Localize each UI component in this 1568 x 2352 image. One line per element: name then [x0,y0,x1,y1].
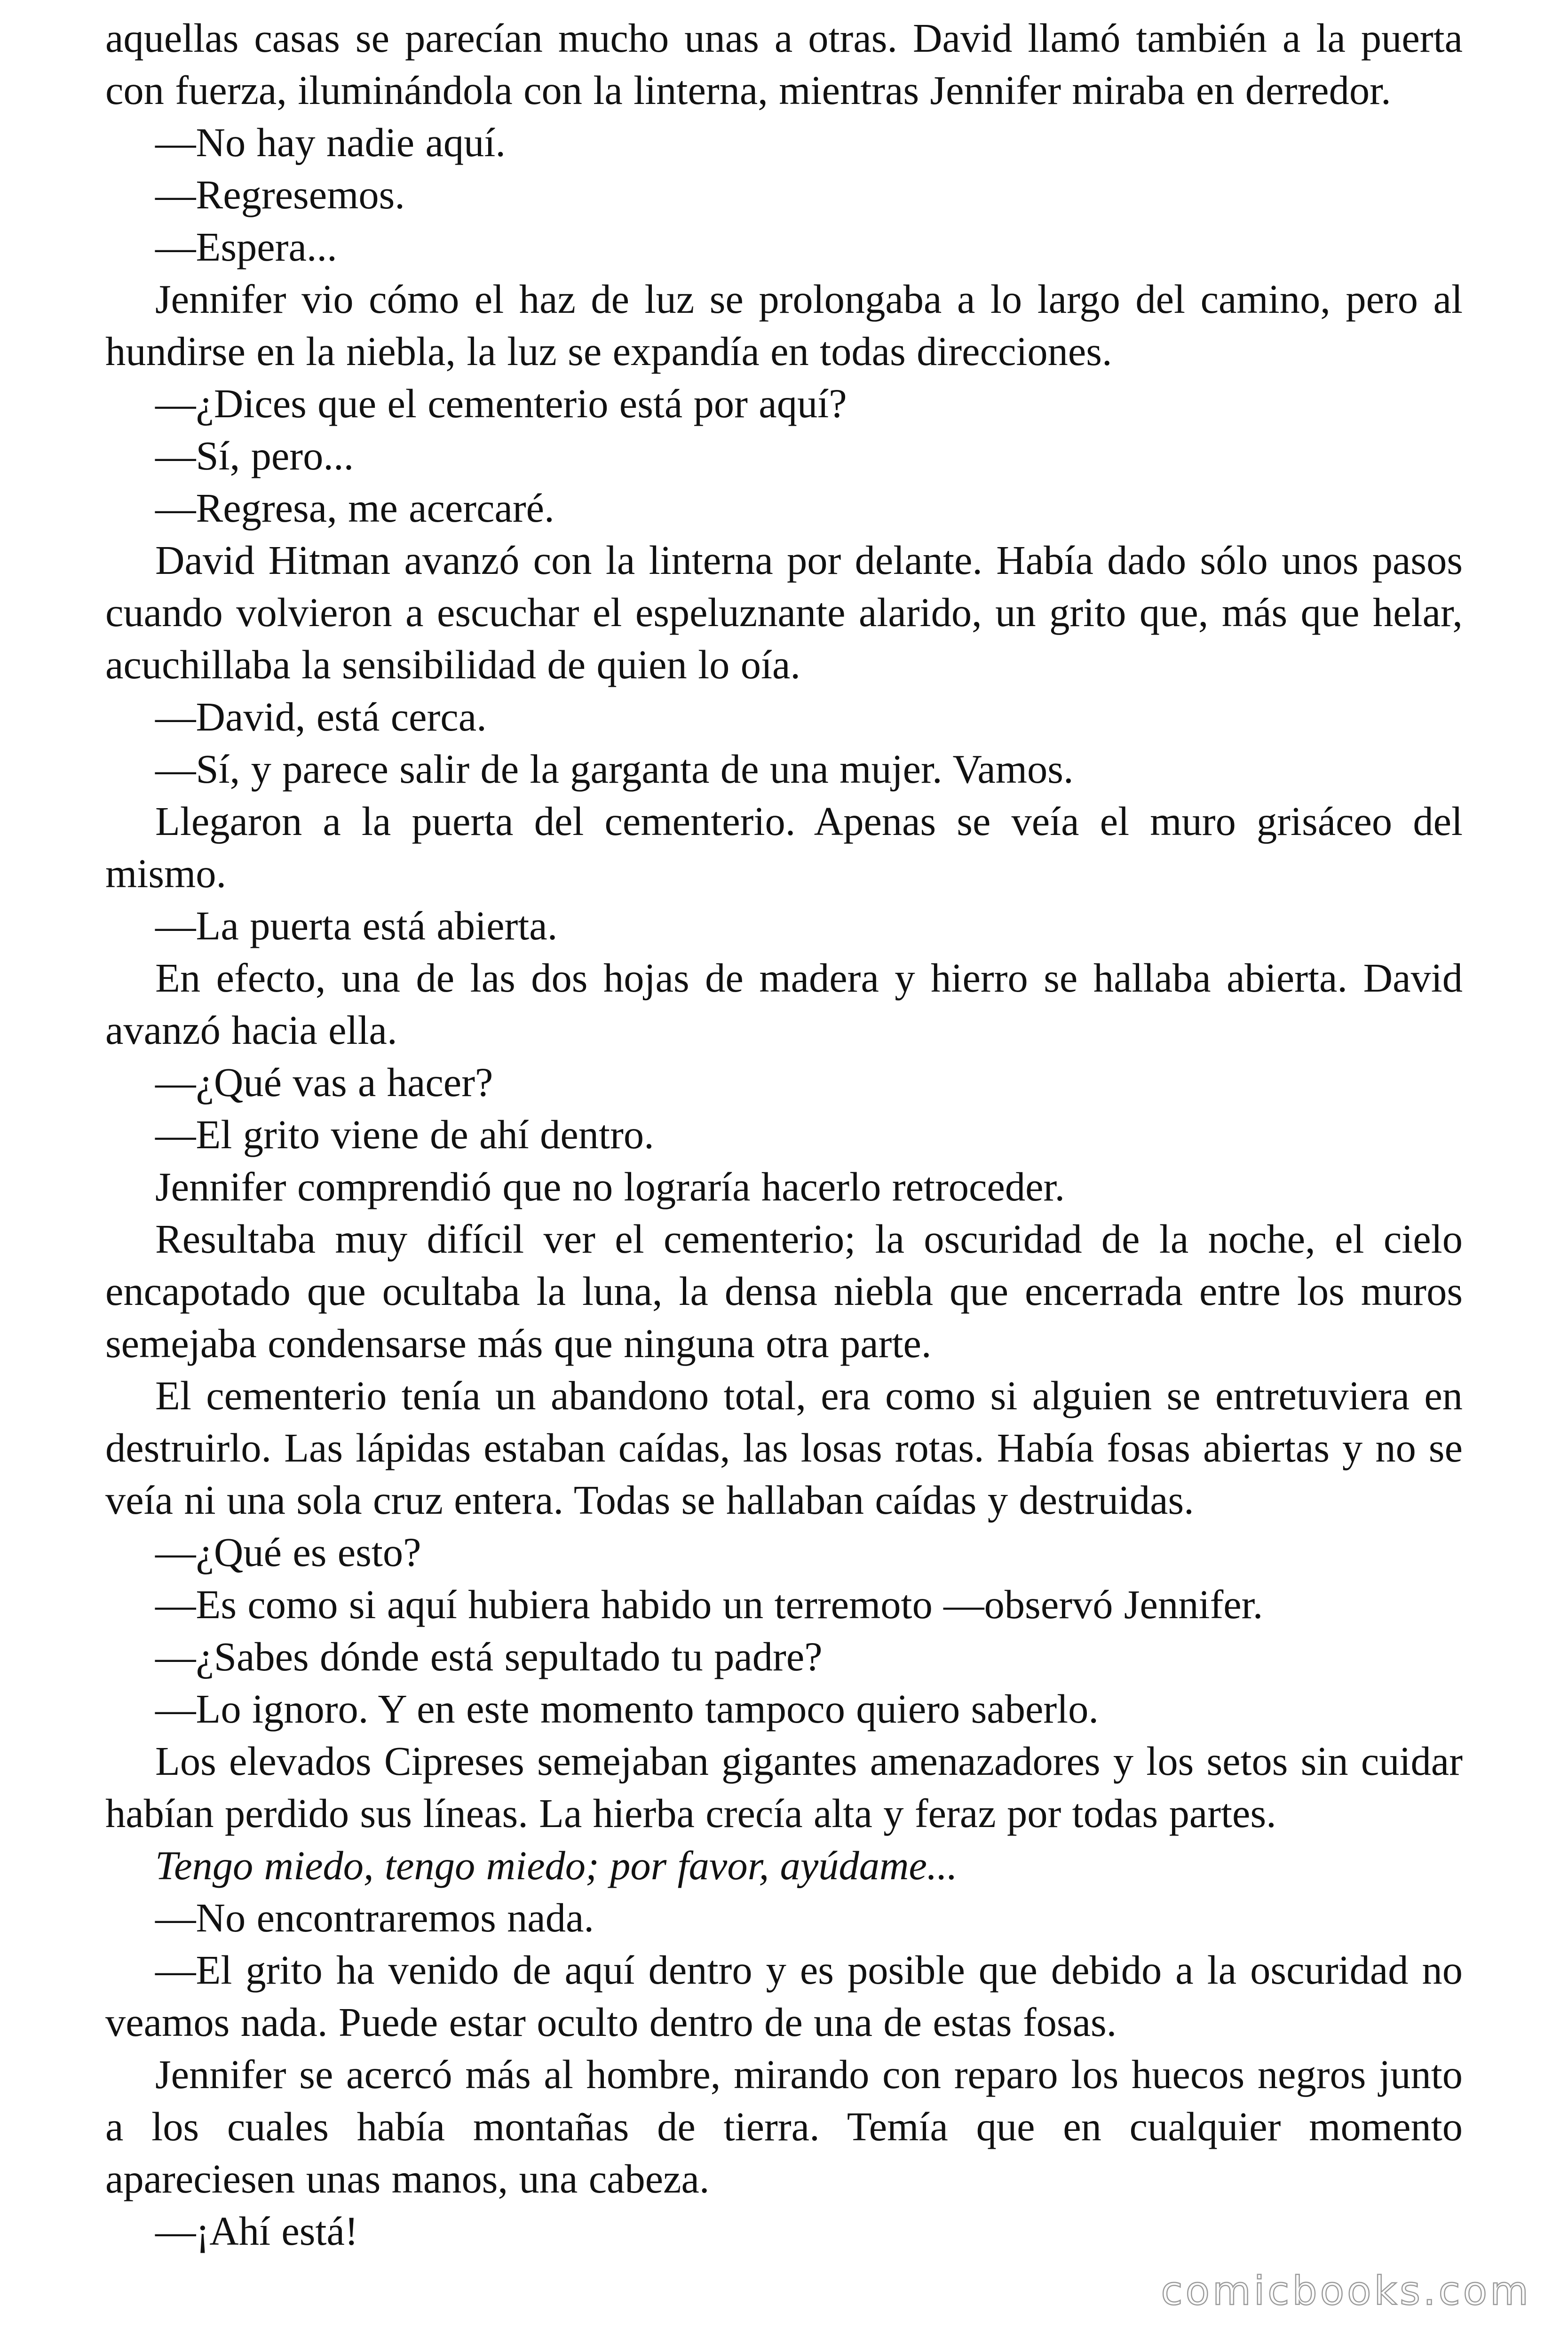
paragraph: —¡Ahí está! [155,2209,358,2254]
paragraph: —Lo ignoro. Y en este momento tampoco quiero saberlo. [155,1686,1099,1732]
paragraph: —¿Qué vas a hacer? [155,1060,493,1105]
paragraph: —David, está cerca. [155,694,487,739]
paragraph: Llegaron a la puerta del cementerio. Apenas se veía el muro grisáceo del mismo. [105,799,1463,896]
paragraph: —Regresa, me acercaré. [155,485,554,531]
paragraph: —Es como si aquí hubiera habido un terremoto —observó Jennifer. [155,1582,1263,1627]
paragraph: —No encontraremos nada. [155,1895,594,1940]
paragraph: —Regresemos. [155,172,405,217]
paragraph: —Sí, pero... [155,433,354,478]
body-text [105,12,1463,2257]
paragraph: —¿Sabes dónde está sepultado tu padre? [155,1634,823,1679]
paragraph: —¿Dices que el cementerio está por aquí? [155,381,847,426]
paragraph: —Sí, y parece salir de la garganta de una mujer. Vamos. [155,747,1074,792]
paragraph: Resultaba muy difícil ver el cementerio; la oscuridad de la noche, el cielo encapotado que ocultaba la luna, la densa niebla que encerrada entre los muros semejaba condensarse más que ninguna otra parte. [105,1216,1463,1366]
paragraph: —El grito viene de ahí dentro. [155,1112,654,1157]
paragraph: —El grito ha venido de aquí dentro y es posible que debido a la oscuridad no veamos nada. Puede estar oculto dentro de una de estas fosas. [105,1947,1463,2045]
paragraph: Jennifer comprendió que no lograría hacerlo retroceder. [155,1164,1065,1209]
paragraph: David Hitman avanzó con la linterna por delante. Había dado sólo unos pasos cuando volvieron a escuchar el espeluznante alarido, un grito que, más que helar, acuchillaba la sensibilidad de quien lo oía. [105,538,1463,687]
paragraph: Jennifer se acercó más al hombre, mirando con reparo los huecos negros junto a los cuales había montañas de tierra. Temía que en cualquier momento apareciesen unas manos, una cabeza. [105,2052,1463,2201]
paragraph: Jennifer vio cómo el haz de luz se prolongaba a lo largo del camino, pero al hundirse en la niebla, la luz se expandía en todas direcciones. [105,277,1463,374]
paragraph: El cementerio tenía un abandono total, era como si alguien se entretuviera en destruirlo. Las lápidas estaban caídas, las losas rotas. Había fosas abiertas y no se veía ni una sola cruz entera. Todas se hallaban caídas y destruidas. [105,1373,1463,1523]
paragraph: Tengo miedo, tengo miedo; por favor, ayúdame... [155,1843,958,1888]
paragraph: —Espera... [155,224,337,270]
paragraph: —La puerta está abierta. [155,903,558,948]
paragraph: —No hay nadie aquí. [155,120,506,165]
paragraph: aquellas casas se parecían mucho unas a otras. David llamó también a la puerta con fuerza, iluminándola con la linterna, mientras Jennifer miraba en derredor. [105,16,1463,113]
paragraph: En efecto, una de las dos hojas de madera y hierro se hallaba abierta. David avanzó hacia ella. [105,955,1463,1053]
paragraph: Los elevados Cipreses semejaban gigantes amenazadores y los setos sin cuidar habían perdido sus líneas. La hierba crecía alta y feraz por todas partes. [105,1739,1463,1836]
watermark: comicbooks.com [1161,2268,1531,2314]
paragraph: —¿Qué es esto? [155,1530,421,1575]
